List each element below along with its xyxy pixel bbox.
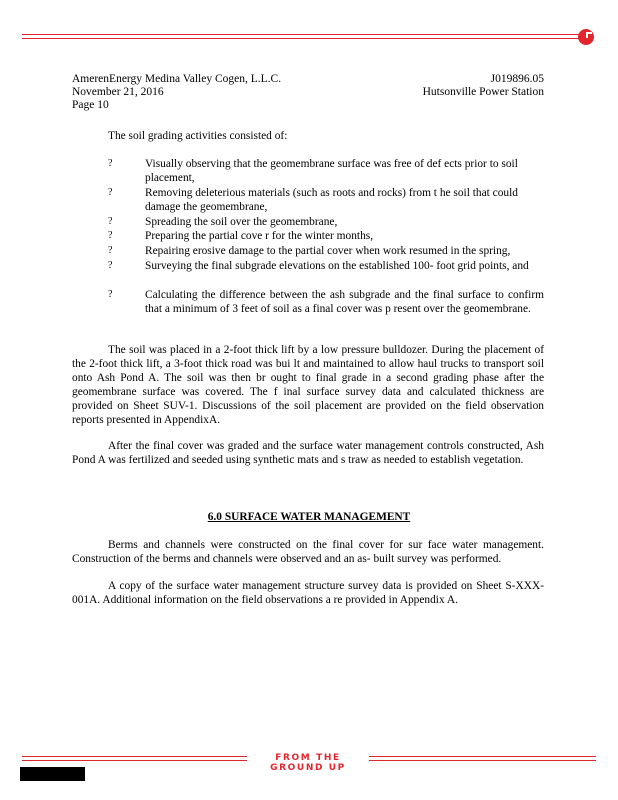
list-item-text: Preparing the partial cove r for the winter months, [145,230,374,242]
intro-text: The soil grading activities consisted of: [108,130,288,142]
redaction-bar [20,767,85,781]
paragraph-text: Berms and channels were constructed on the final cover for sur face water management. Construction of the berms and channels were observed and an as- built survey was performed. [72,539,544,565]
paragraph-text: A copy of the surface water management structure survey data is provided on Sheet S-XXX-001A. Additional information on the field observations a re provided in Appendix A. [72,580,544,606]
section-heading-text: 6.0 SURFACE WATER MANAGEMENT [207,511,411,523]
bullet-glyph: ? [108,260,113,271]
project-number: J019896.05 [490,73,544,85]
header-rule-bottom [22,38,584,39]
company-logo-icon [578,29,594,45]
list-item-text: Visually observing that the geomembrane surface was free of def ects prior to soil placement, [145,158,518,184]
station-name: Hutsonville Power Station [422,86,544,98]
footer-rule-right-top [369,756,596,757]
list-item-text: Removing deleterious materials (such as roots and rocks) from t he soil that could damage the geomembrane, [145,187,518,213]
paragraph-berms [72,538,544,566]
footer-rule-left-top [22,756,247,757]
footer-tagline: FROM THE GROUND UP [270,753,346,773]
paragraph-text: After the final cover was graded and the surface water management controls constructed, Ash Pond A was fertilized and seeded using synthetic mats and s traw as needed to establish vegetation. [72,440,544,466]
list-item-text: Spreading the soil over the geomembrane, [145,216,338,228]
list-item [108,215,544,229]
list-item-text: Calculating the difference between the ash subgrade and the final surface to confirm that a minimum of 3 feet of soil as a final cover was p resent over the geomembrane. [145,289,544,315]
bullet-glyph: ? [108,216,113,227]
footer-rule-right-bottom [369,760,596,761]
list-item [108,244,544,258]
letter-header-right [423,73,544,99]
list-item [108,157,544,185]
footer-rule-left-bottom [22,760,247,761]
bullet-glyph: ? [108,289,113,300]
list-item [108,288,544,330]
bullet-glyph: ? [108,187,113,198]
page-number: Page 10 [72,99,109,111]
letter-header-left [72,73,281,112]
list-item [108,229,544,243]
header-rule-top [22,34,584,35]
bullet-glyph: ? [108,230,113,241]
section-heading [0,511,618,523]
paragraph-soil-placement [72,343,544,427]
company-name: AmerenEnergy Medina Valley Cogen, L.L.C. [72,73,282,85]
paragraph-text: The soil was placed in a 2-foot thick lift by a low pressure bulldozer. During the placement of the 2-foot thick lift, a 3-foot thick road was bui lt and maintained to allow haul trucks to transport soil onto Ash Pond A. The soil was then br ought to final grade in a second grading phase after the geomembrane surface was covered. The f inal surface survey data and calculated thickness are provided on Sheet SUV-1. Discussions of the soil placement are provided on the field observation reports presented in AppendixA. [72,344,544,426]
letter-date: November 21, 2016 [72,86,164,98]
list-item-text: Repairing erosive damage to the partial cover when work resumed in the spring, [145,245,511,257]
bullet-glyph: ? [108,158,113,169]
list-item [108,186,544,214]
list-item-text: Surveying the final subgrade elevations on the established 100- foot grid points, and [145,260,529,272]
list-item [108,259,544,287]
paragraph-final-cover [72,439,544,467]
paragraph-survey-copy [72,579,544,607]
bullet-glyph: ? [108,245,113,256]
